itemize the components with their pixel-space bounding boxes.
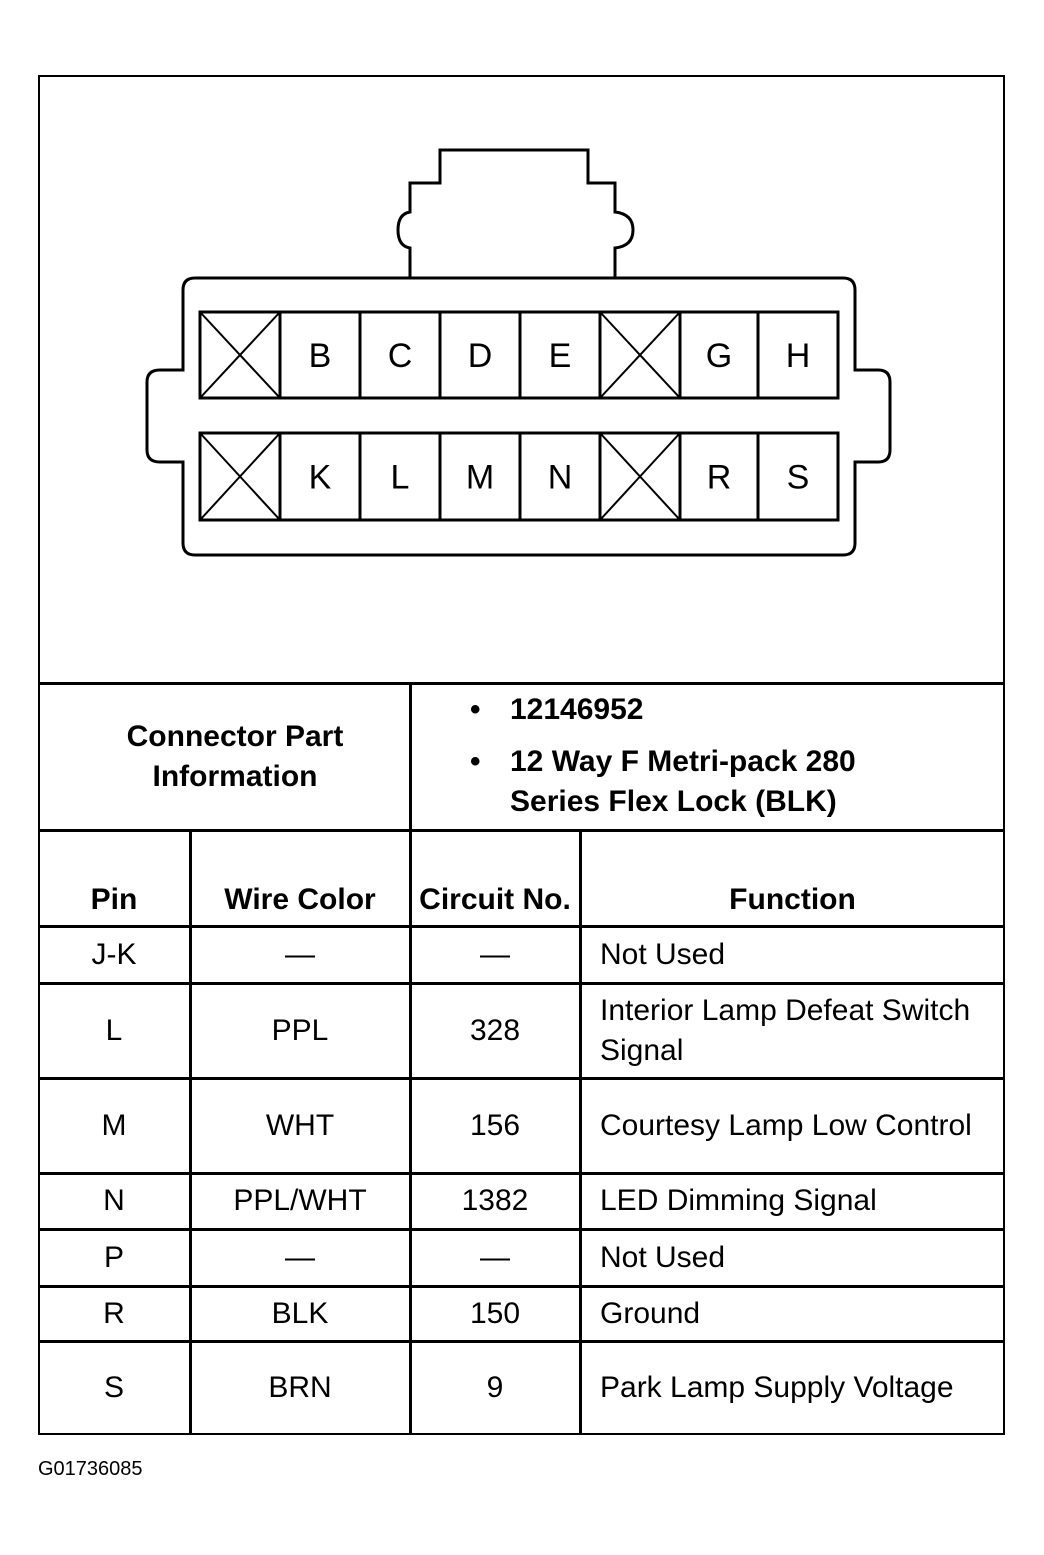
- table-cell-circuit: 328: [469, 1013, 521, 1047]
- table-cell-pin: L: [105, 1013, 123, 1047]
- table-cell-circuit: 150: [469, 1296, 521, 1330]
- part-info-list: [470, 690, 990, 822]
- table-cell-pin: P: [103, 1240, 124, 1274]
- pin-label: S: [786, 458, 810, 497]
- table-cell-pin: S: [103, 1371, 124, 1404]
- pin-label: D: [467, 337, 493, 375]
- bullet: •: [470, 693, 481, 726]
- part-description: [470, 742, 990, 822]
- table-cell-circuit: —: [480, 1240, 510, 1274]
- table-cell-wire: WHT: [265, 1108, 335, 1142]
- table-cell-circuit: —: [480, 937, 510, 971]
- table-cell-function: Ground: [600, 1296, 701, 1330]
- table-cell-wire: —: [285, 1240, 315, 1274]
- table-cell-circuit: 156: [469, 1108, 521, 1142]
- column-header-circuit: Circuit No.: [419, 883, 571, 916]
- figure-id: G01736085: [38, 1458, 143, 1480]
- table-cell-function: Not Used: [600, 937, 726, 971]
- part-info-label: Connector Part Information: [126, 720, 344, 793]
- pin-label: L: [390, 458, 410, 497]
- table-cell-function: Interior Lamp Defeat Switch Signal: [600, 993, 971, 1067]
- pin-label: K: [308, 458, 332, 497]
- table-cell-wire: BRN: [268, 1371, 332, 1404]
- table-cell-function: LED Dimming Signal: [600, 1184, 877, 1217]
- pin-label: C: [387, 337, 413, 375]
- table-cell-circuit: 1382: [461, 1184, 529, 1217]
- bullet: •: [470, 745, 481, 778]
- pin-label: B: [308, 337, 332, 375]
- column-header-pin: Pin: [90, 883, 138, 916]
- divider: [38, 829, 1005, 832]
- table-cell-function: Park Lamp Supply Voltage: [600, 1371, 954, 1404]
- pin-label: N: [547, 458, 573, 497]
- table-cell-pin: R: [103, 1296, 125, 1330]
- part-number-text: 12146952: [510, 693, 644, 726]
- table-cell-wire: PPL: [271, 1013, 329, 1047]
- column-header-function: Function: [729, 883, 856, 916]
- table-cell-pin: J-K: [91, 937, 137, 971]
- pin-label: R: [706, 458, 732, 497]
- table-cell-wire: —: [285, 937, 315, 971]
- pin-label: G: [705, 337, 733, 375]
- pin-label: H: [785, 337, 811, 375]
- table-cell-circuit: 9: [486, 1371, 504, 1404]
- pin-label: E: [548, 337, 572, 375]
- table-cell-wire: BLK: [271, 1296, 329, 1330]
- table-cell-pin: M: [101, 1108, 127, 1142]
- part-number: [470, 690, 990, 730]
- table-cell-function: Courtesy Lamp Low Control: [600, 1108, 972, 1142]
- pin-label: M: [465, 458, 495, 497]
- table-cell-wire: PPL/WHT: [233, 1184, 367, 1217]
- connector-face-diagram: [0, 0, 1044, 690]
- table-cell-pin: N: [103, 1184, 125, 1217]
- part-description-text: 12 Way F Metri-pack 280 Series Flex Lock (BLK): [510, 745, 856, 818]
- connector-latch-tab: [398, 150, 633, 278]
- column-header-wire_color: Wire Color: [224, 883, 376, 916]
- table-cell-function: Not Used: [600, 1240, 726, 1274]
